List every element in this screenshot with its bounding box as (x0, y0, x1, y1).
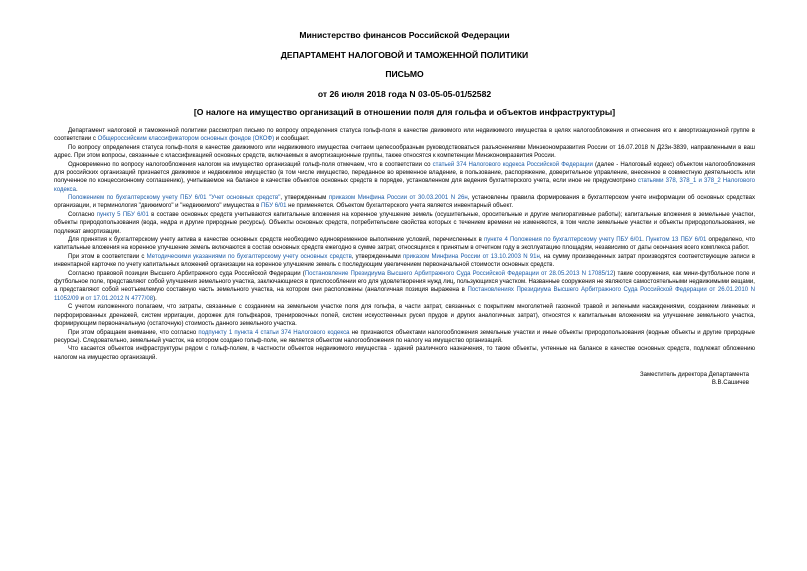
document-body (54, 127, 755, 362)
paragraph-text: Департамент налоговой и таможенной политики рассмотрел письмо по вопросу определения статуса гольф-поля в качестве движимого или недвижимого имущества в целях налогообложения и отнесения его к амортизационной группе в соответствии с (54, 128, 755, 143)
department-name: ДЕПАРТАМЕНТ НАЛОГОВОЙ И ТАМОЖЕННОЙ ПОЛИТИКИ (280, 49, 529, 60)
body-paragraph (54, 211, 755, 236)
document-link[interactable]: пункте 4 Положения по бухгалтерскому учету ПБУ 6/01 (483, 237, 643, 244)
paragraph-text: , утвержденным (280, 195, 329, 202)
paragraph-text: в составе основных средств учитываются капитальные вложения на коренное улучшение земель (осушительные, оросительные и другие мелиоративные работы); капитальные вложения в земельные участки, объекты природопользования (вода, недра и другие природные ресурсы). Объекты основных средств, потребительские свойства которых с течением времени не изменяются, в том числе земельные участки и объекты природопользования, не подлежат амортизации. (54, 212, 756, 235)
document-link[interactable]: приказом Минфина России от 13.10.2003 N 91н (402, 254, 540, 261)
document-link[interactable]: пункту 5 ПБУ 6/01 (96, 212, 149, 219)
document-header (54, 30, 755, 118)
paragraph-text: . (642, 237, 646, 244)
signatory-position: Заместитель директора Департамента (639, 371, 749, 378)
paragraph-text: Для принятия к бухгалтерскому учету актива в качестве основных средств необходимо единовременное выполнение условий, перечисленных в (68, 237, 484, 244)
paragraph-text: , утвержденными (351, 254, 403, 261)
body-paragraph (54, 253, 755, 270)
paragraph-text: По вопросу определения статуса гольф-поля в качестве движимого или недвижимого имущества считаем целесообразным руководствоваться разъяснениями Минэкономразвития России от 16.07.2018 N Д23и-3839, направленными в ваш адрес. При этом вопросы, связанные с классификацией основных средств, включаемых в амортизационные группы, также относятся к компетенции Минэкономразвития России. (54, 144, 755, 160)
document-link[interactable]: статьями 378, 378_1 и 378_2 Налогового кодекса (54, 178, 755, 193)
body-paragraph (54, 303, 755, 328)
body-paragraph (54, 329, 755, 346)
paragraph-text: и сообщает. (274, 136, 310, 143)
body-paragraph (54, 270, 755, 303)
document-link[interactable]: Постановлениях Президиума Высшего Арбитражного Суда Российской Федерации от 26.01.2010 N 11052/09 (54, 287, 755, 302)
document-link[interactable]: Постановление Президиума Высшего Арбитражного Суда Российской Федерации от 28.05.2013 N 17085/12 (304, 270, 614, 277)
paragraph-text: При этом в соответствии с (68, 254, 147, 261)
body-paragraph (54, 345, 755, 362)
paragraph-text: Согласно (68, 212, 97, 219)
paragraph-text: , на сумму произведенных затрат производятся соответствующие записи в инвентарной карточке по учету капитальных вложений организации на коренное улучшение земель с последующим увеличением первоначальной стоимости основных средств. (54, 254, 755, 269)
document-link[interactable]: от 17.01.2012 N 4777/08 (85, 295, 154, 302)
signature-block (54, 371, 755, 388)
body-paragraph (54, 127, 755, 144)
paragraph-text: не применяется. Объектом бухгалтерского учета является инвентарный объект. (286, 203, 514, 210)
document-type: ПИСЬМО (385, 69, 424, 79)
document-link[interactable]: Методическими указаниями по бухгалтерскому учету основных средств (146, 254, 352, 261)
document-link[interactable]: статьей 374 Налогового кодекса Российской Федерации (432, 161, 593, 168)
body-paragraph (54, 236, 755, 253)
document-link[interactable]: Общероссийским классификатором основных фондов (ОКОФ) (97, 136, 275, 143)
paragraph-text: , установлены правила формирования в бухгалтерском учете информации об основных средствах организации, и терминология "движимого" и "недвижимого" имущества в (54, 195, 755, 210)
paragraph-text: и (78, 295, 86, 302)
paragraph-text: При этом обращаем внимание, что согласно (68, 329, 199, 336)
paragraph-text: . (75, 186, 78, 193)
body-paragraph (54, 194, 755, 211)
document-date-number: от 26 июля 2018 года N 03-05-05-01/52582 (317, 88, 492, 99)
paragraph-text: не признаются объектами налогообложения земельные участки и иные объекты природопользования (водные объекты и другие природные ресурсы). Следовательно, земельный участок, на котором создано гольф-поле, не является объектом налогообложения по налогу на имущество организаций. (54, 329, 755, 344)
document-link[interactable]: подпункту 1 пункта 4 статьи 374 Налогового кодекса (198, 329, 350, 336)
document-link[interactable]: Пунктом 13 ПБУ 6/01 (645, 237, 707, 244)
paragraph-text: Одновременно по вопросу налогообложения налогом на имущество организаций гольф-поля отмечаем, что в соответствии со (68, 161, 433, 168)
paragraph-text: Что касается объектов инфраструктуры рядом с гольф-полем, в частности объектов недвижимого имущества - зданий различного назначения, то такие объекты, учтенные на балансе в качестве основных средств, подлежат обложению налогом на имущество организаций. (54, 346, 755, 361)
body-paragraph (54, 161, 755, 194)
document-link[interactable]: Положением по бухгалтерскому учету ПБУ 6/01 "Учет основных средств" (68, 195, 281, 202)
paragraph-text: определено, что капитальные вложения на коренное улучшение земель включаются в состав основных средств ежегодно в сумме затрат, относящихся к принятым в отчетном году в эксплуатацию площадям, независимо от даты окончания всего комплекса работ. (54, 237, 755, 252)
document-link[interactable]: приказом Минфина России от 30.03.2001 N 26н (328, 195, 468, 202)
signatory-name: В.В.Сашичев (711, 380, 749, 387)
body-paragraph (54, 144, 755, 161)
paragraph-text: ). (153, 295, 157, 302)
document-link[interactable]: ПБУ 6/01 (261, 203, 287, 210)
paragraph-text: (далее - Налоговый кодекс) объектом налогообложения для российских организаций признается движимое и недвижимое имущество (в том числе имущество, переданное во временное владение, в пользование, распоряжение, доверительное управление, внесенное в совместную деятельность или полученное по концессионному соглашению), учитываемое на балансе в качестве объектов основных средств в порядке, установленном для ведения бухгалтерского учета, если иное не предусмотрено (54, 161, 755, 185)
paragraph-text: С учетом изложенного полагаем, что затраты, связанные с созданием на земельном участке поля для гольфа, в части затрат, связанных с покрытием многолетней газонной травой и зелеными насаждениями, созданием ливневых и перфорированных дренажей, систем ирригации, дорожек для гольфкаров, тренировочных полей, систем искусственных русел прудов и других аналогичных затрат), относятся к капитальным вложениям на улучшение земельного участка, формирующим первоначальную (остаточную) стоимость данного земельного участка. (54, 304, 755, 327)
paragraph-text: Согласно правовой позиции Высшего Арбитражного суда Российской Федерации ( (68, 270, 305, 277)
ministry-name: Министерство финансов Российской Федерации (299, 30, 510, 40)
paragraph-text: ) такие сооружения, как мини-футбольное поле и футбольное поле, представляют собой улучшения земельного участка, заключающиеся в приспособлении его для удовлетворения нужд лиц, пользующихся участком. Названные сооружения не являются самостоятельными недвижимыми вещами, а представляют собой неотъемлемую составную часть земельного участка, на котором они расположены (аналогичная позиция выражена в (54, 270, 755, 294)
document-title: [О налоге на имущество организаций в отношении поля для гольфа и объектов инфраструктуры] (193, 107, 616, 117)
